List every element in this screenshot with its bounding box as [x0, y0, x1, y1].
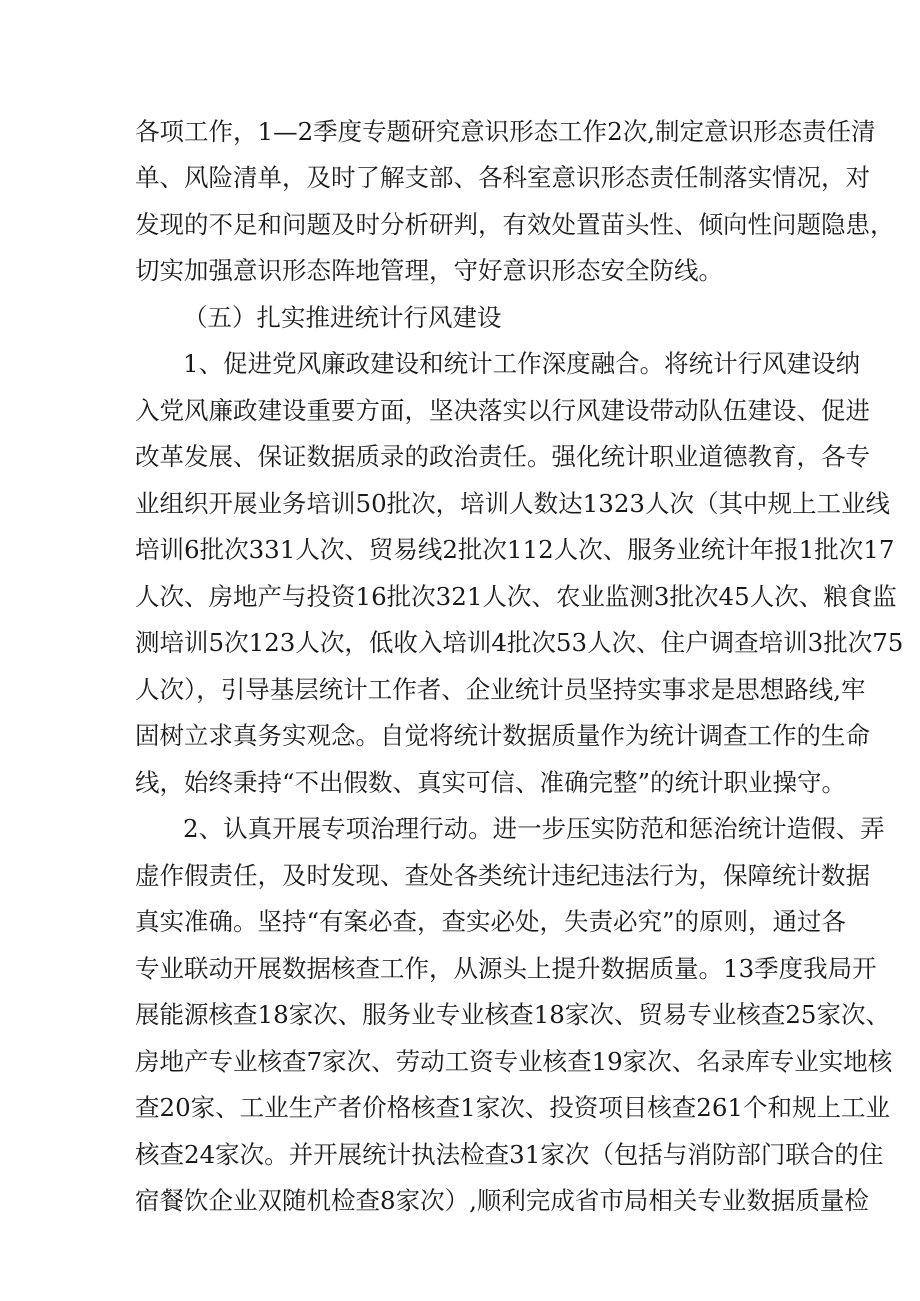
paragraph-line: 业组织开展业务培训50批次，培训人数达1323人次（其中规上工业线	[135, 489, 891, 518]
paragraph-line: 单、风险清单，及时了解支部、各科室意识形态责任制落实情况，对	[135, 163, 870, 192]
paragraph-line: 切实加强意识形态阵地管理，守好意识形态安全防线。	[135, 256, 723, 285]
paragraph-line: 各项工作，1—2季度专题研究意识形态工作2次,制定意识形态责任清	[135, 117, 876, 146]
paragraph-line: 真实准确。坚持“有案必查，查实必处，失责必究”的原则，通过各	[135, 907, 847, 936]
paragraph-line: 入党风廉政建设重要方面，坚决落实以行风建设带动队伍建设、促进	[135, 396, 870, 425]
paragraph-line: 专业联动开展数据核查工作，从源头上提升数据质量。13季度我局开	[135, 954, 877, 983]
paragraph-line: 测培训5次123人次，低收入培训4批次53人次、住户调查培训3批次75	[135, 628, 904, 657]
paragraph-line: 发现的不足和问题及时分析研判，有效处置苗头性、倾向性问题隐患，	[135, 210, 895, 239]
paragraph-line: 展能源核查18家次、服务业专业核查18家次、贸易专业核查25家次、	[135, 1000, 891, 1029]
paragraph-line: 查20家、工业生产者价格核查1家次、投资项目核查261个和规上工业	[135, 1093, 891, 1122]
paragraph-line: 房地产专业核查7家次、劳动工资专业核查19家次、名录库专业实地核	[135, 1047, 893, 1076]
paragraph-line: 线，始终秉持“不出假数、真实可信、准确完整”的统计职业操守。	[135, 768, 847, 797]
paragraph-line: 1、促进党风廉政建设和统计工作深度融合。将统计行风建设纳	[183, 349, 861, 378]
paragraph-line: 人次、房地产与投资16批次321人次、农业监测3批次45人次、粮食监	[135, 582, 897, 611]
paragraph-line: 核查24家次。并开展统计执法检查31家次（包括与消防部门联合的住	[135, 1140, 884, 1169]
paragraph-line: 虚作假责任，及时发现、查处各类统计违纪违法行为，保障统计数据	[135, 861, 870, 890]
paragraph-line: 2、认真开展专项治理行动。进一步压实防范和惩治统计造假、弄	[183, 814, 885, 843]
section-heading: （五）扎实推进统计行风建设	[183, 303, 502, 332]
paragraph-line: 宿餐饮企业双随机检查8家次）,顺利完成省市局相关专业数据质量检	[135, 1186, 869, 1215]
paragraph-line: 人次），引导基层统计工作者、企业统计员坚持实事求是思想路线,牢	[135, 675, 866, 704]
paragraph-line: 改革发展、保证数据质录的政治责任。强化统计职业道德教育，各专	[135, 442, 870, 471]
paragraph-line: 培训6批次331人次、贸易线2批次112人次、服务业统计年报1批次17	[135, 535, 895, 564]
paragraph-line: 固树立求真务实观念。自觉将统计数据质量作为统计调查工作的生命	[135, 721, 870, 750]
